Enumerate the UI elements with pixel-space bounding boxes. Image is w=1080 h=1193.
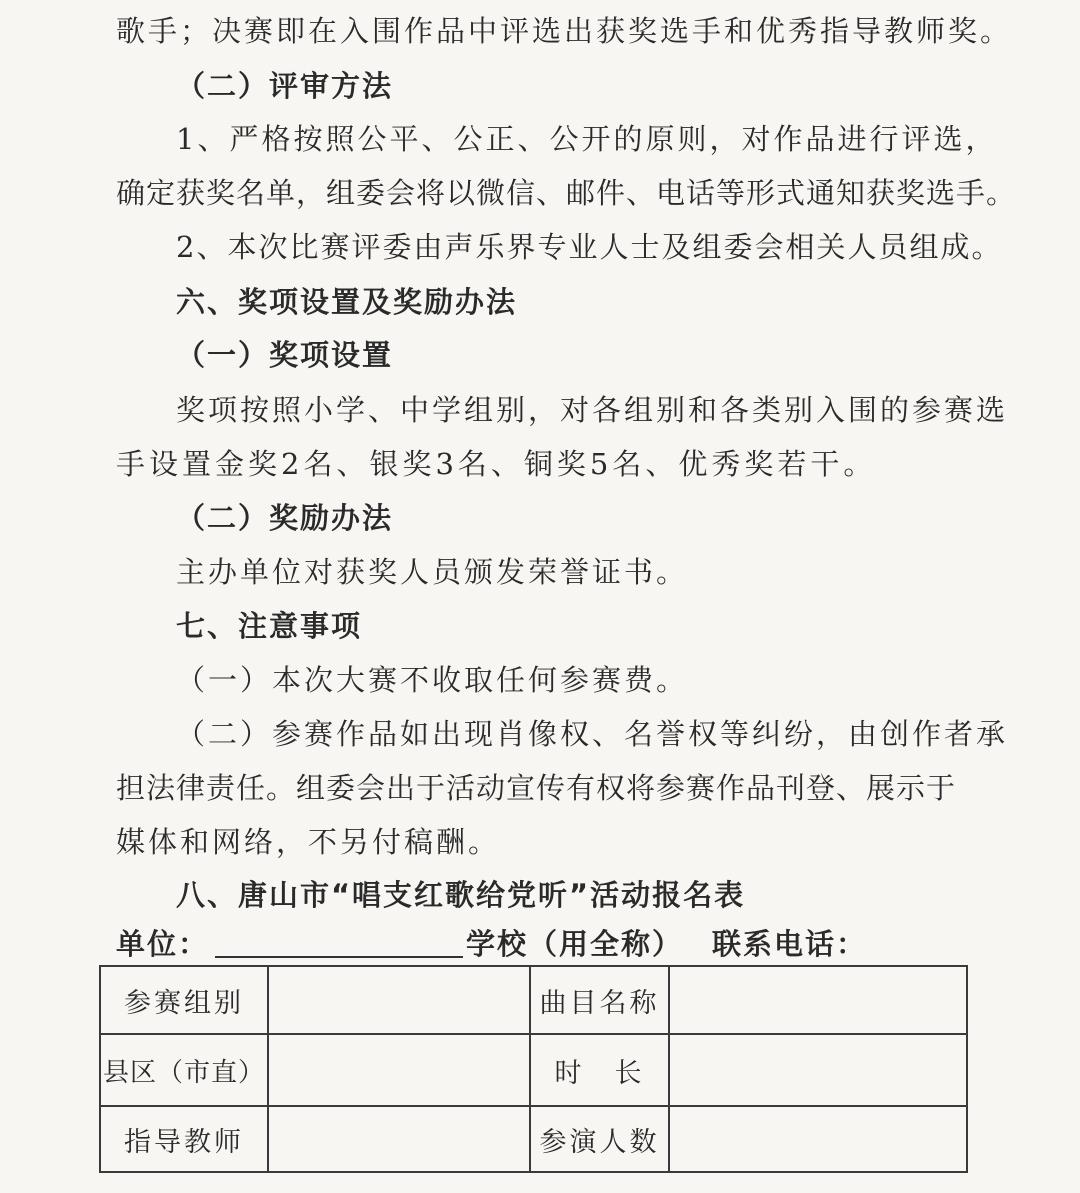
table-label-cell: 参赛组别: [100, 966, 268, 1034]
unit-blank-field[interactable]: [215, 956, 463, 958]
phone-label: 联系电话：: [712, 927, 868, 961]
chapter-heading: 八、唐山市“唱支红歌给党听”活动报名表: [176, 878, 746, 912]
text-line: 担法律责任。组委会出于活动宣传有权将参赛作品刊登、展示于: [116, 771, 957, 805]
table-label-cell: 时 长: [530, 1034, 669, 1106]
table-row: [100, 1034, 967, 1106]
table-input-cell[interactable]: [268, 1106, 530, 1172]
text-line: 确定获奖名单，组委会将以微信、邮件、电话等形式通知获奖选手。: [116, 176, 1017, 210]
text-line: 奖项按照小学、中学组别，对各组别和各类别入围的参赛选: [176, 393, 1009, 427]
table-input-cell[interactable]: [268, 1034, 530, 1106]
text-line: （二）参赛作品如出现肖像权、名誉权等纠纷，由创作者承: [176, 717, 1009, 751]
table-label-cell: 参演人数: [530, 1106, 669, 1172]
section-heading: （一）奖项设置: [176, 338, 394, 372]
table-input-cell[interactable]: [669, 1034, 967, 1106]
section-heading: （二）评审方法: [176, 69, 394, 103]
table-row: [100, 966, 967, 1034]
table-label-cell: 指导教师: [100, 1106, 268, 1172]
chapter-heading: 七、注意事项: [176, 609, 363, 643]
section-heading: （二）奖励办法: [176, 501, 394, 535]
text-line: （一）本次大赛不收取任何参赛费。: [176, 663, 689, 697]
chapter-heading: 六、奖项设置及奖励办法: [176, 285, 518, 319]
table-input-cell[interactable]: [669, 966, 967, 1034]
table-input-cell[interactable]: [268, 966, 530, 1034]
text-line: 主办单位对获奖人员颁发荣誉证书。: [176, 555, 689, 589]
text-line: 1、严格按照公平、公正、公开的原则，对作品进行评选，: [176, 122, 998, 156]
table-row: [100, 1106, 967, 1172]
text-line: 媒体和网络，不另付稿酬。: [116, 825, 501, 859]
text-line: 2、本次比赛评委由声乐界专业人士及组委会相关人员组成。: [176, 230, 1003, 264]
table-label-cell: 曲目名称: [530, 966, 669, 1034]
table-input-cell[interactable]: [669, 1106, 967, 1172]
school-label: 学校（用全称）: [466, 927, 684, 961]
unit-label: 单位：: [116, 927, 210, 961]
table-label-cell: 县区（市直）: [100, 1034, 268, 1106]
registration-table: [99, 965, 968, 1173]
text-line: 手设置金奖2名、银奖3名、铜奖5名、优秀奖若干。: [116, 447, 877, 481]
text-line: 歌手；决赛即在入围作品中评选出获奖选手和优秀指导教师奖。: [116, 14, 1013, 48]
